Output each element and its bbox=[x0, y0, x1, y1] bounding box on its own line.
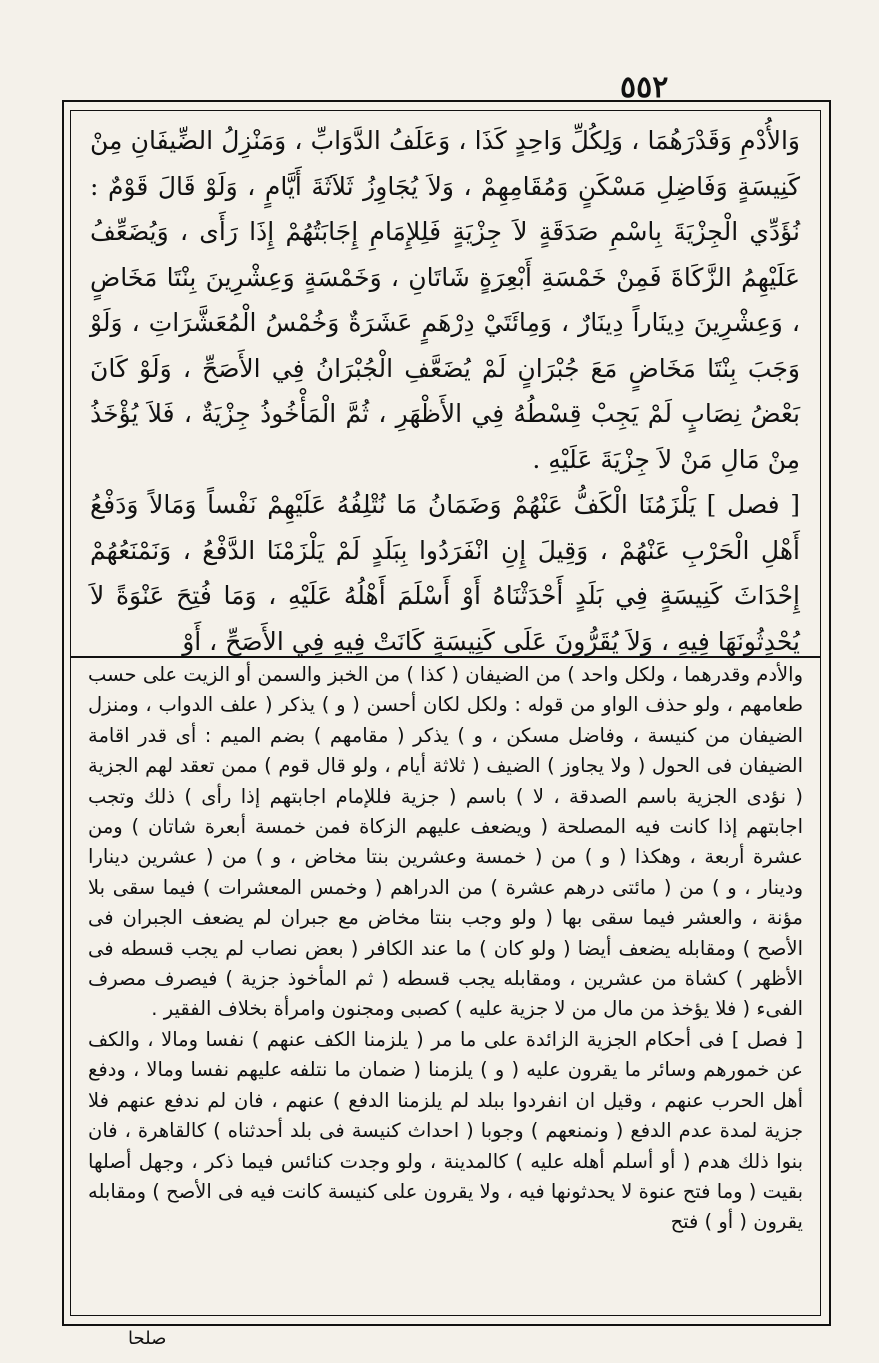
main-text-section-paragraph: [ فصل ] يَلْزَمُنَا الْكَفُّ عَنْهُمْ وَضَمَانُ مَا نُتْلِفُهُ عَلَيْهِمْ نَفْساً وَمَالاً وَدَفْعُ أَهْلِ الْحَرْبِ عَنْهُمْ ، وَقِيلَ إِنِ انْفَرَدُوا بِبَلَدٍ لَمْ يَلْزَمْنَا الدَّفْعُ ، وَنَمْنَعُهُمْ إِحْدَاثَ كَنِيسَةٍ فِي بَلَدٍ أَحْدَثْنَاهُ أَوْ أَسْلَمَ أَهْلُهُ عَلَيْهِ ، وَمَا فُتِحَ عَنْوَةً لاَ يُحْدِثُونَهَا فِيهِ ، وَلاَ يُقَرُّونَ عَلَى كَنِيسَةٍ كَانَتْ فِيهِ فِي الأَصَحِّ ، أَوْ bbox=[90, 490, 800, 656]
commentary-section-paragraph: [ فصل ] فى أحكام الجزية الزائدة على ما مر ( يلزمنا الكف عنهم ) نفسا ومالا ، والكف عن خمورهم وسائر ما يقرون عليه ( و ) يلزمنا ( ضمان ما نتلفه عليهم نفسا ومالا ، ودفع أهل الحرب عنهم ، وقيل ان انفردوا ببلد لم يلزمنا الدفع ) عنهم ، فان لم ندفع عنهم فلا جزية لمدة عدم الدفع ( ونمنعهم ) وجوبا ( احداث كنيسة فى بلد أحدثناه ) كالقاهرة ، فان بنوا ذلك هدم ( أو أسلم أهله عليه ) كالمدينة ، ولو وجدت كنائس فيما ذكر ، وجهل أصلها بقيت ( وما فتح عنوة لا يحدثونها فيه ، ولا يقرون على كنيسة كانت فيه فى الأصح ) ومقابله يقرون ( أو ) فتح bbox=[88, 1027, 803, 1234]
commentary-text bbox=[88, 660, 803, 1238]
catchword: صلحا bbox=[128, 1328, 167, 1349]
main-text-paragraph: وَالأُدْمِ وَقَدْرَهُمَا ، وَلِكُلِّ وَاحِدٍ كَذَا ، وَعَلَفُ الدَّوَابِّ ، وَمَنْزِلُ الضِّيفَانِ مِنْ كَنِيسَةٍ وَفَاضِلِ مَسْكَنٍ وَمُقَامِهِمْ ، وَلاَ يُجَاوِزُ ثَلاَثَةَ أَيَّامٍ ، وَلَوْ قَالَ قَوْمٌ : نُؤَدِّي الْجِزْيَةَ بِاسْمِ صَدَقَةٍ لاَ جِزْيَةٍ فَلِلإِمَامِ إِجَابَتُهُمْ إِذَا رَأَى ، وَيُضَعِّفُ عَلَيْهِمُ الزَّكَاةَ فَمِنْ خَمْسَةِ أَبْعِرَةٍ شَاتَانِ ، وَخَمْسَةٍ وَعِشْرِينَ بِنْتَا مَخَاضٍ ، وَعِشْرِينَ دِينَاراً دِينَارٌ ، وَمِائَتَيْ دِرْهَمٍ عَشَرَةٌ وَخُمْسُ الْمُعَشَّرَاتِ ، وَلَوْ وَجَبَ بِنْتَا مَخَاضٍ مَعَ جُبْرَانٍ لَمْ يُضَعَّفِ الْجُبْرَانُ فِي الأَصَحِّ ، وَلَوْ كَانَ بَعْضُ نِصَابٍ لَمْ يَجِبْ قِسْطُهُ فِي الأَظْهَرِ ، ثُمَّ الْمَأْخُوذُ جِزْيَةٌ ، فَلاَ يُؤْخَذُ مِنْ مَالِ مَنْ لاَ جِزْيَةَ عَلَيْهِ . bbox=[90, 126, 800, 474]
commentary-paragraph: والأدم وقدرهما ، ولكل واحد ) من الضيفان ( كذا ) من الخبز والسمن أو الزيت على حسب طعامهم ، ولو حذف الواو من قوله : ولكل لكان أحسن ( و ) يذكر ( علف الدواب ، ومنزل الضيفان من كنيسة ، وفاضل مسكن ، و ) يذكر ( مقامهم ) بضم الميم : أى قدر اقامة الضيفان فى الحول ( ولا يجاوز ) الضيف ( ثلاثة أيام ، ولو قال قوم ) ممن تعقد لهم الجزية ( نؤدى الجزية باسم الصدقة ، لا ) باسم ( جزية فللإمام اجابتهم إذا رأى ) ذلك وتجب اجابتهم إذا كانت فيه المصلحة ( ويضعف عليهم الزكاة فمن خمسة أبعرة شاتان ) ومن عشرة أربعة ، وهكذا ( و ) من ( خمسة وعشرين بنتا مخاض ، و ) من ( عشرين دينارا ودينار ، و ) من ( مائتى درهم عشرة ) من الدراهم ( وخمس المعشرات ) فيما سقى بلا مؤنة ، والعشر فيما سقى بها ( ولو وجب بنتا مخاض مع جبران لم يضعف الجبران فى الأصح ) ومقابله يضعف أيضا ( ولو كان ) ما عند الكافر ( بعض نصاب لم يجب قسطه فى الأظهر ) كشاة من عشرين ، ومقابله يجب قسطه ( ثم المأخوذ جزية ) فيصرف مصرف الفىء ( فلا يؤخذ من مال من لا جزية عليه ) كصبى ومجنون وامرأة بخلاف الفقير . bbox=[88, 663, 803, 1021]
text-divider bbox=[70, 656, 821, 658]
page-number: ٥٥٢ bbox=[620, 70, 669, 105]
main-text bbox=[90, 118, 800, 664]
